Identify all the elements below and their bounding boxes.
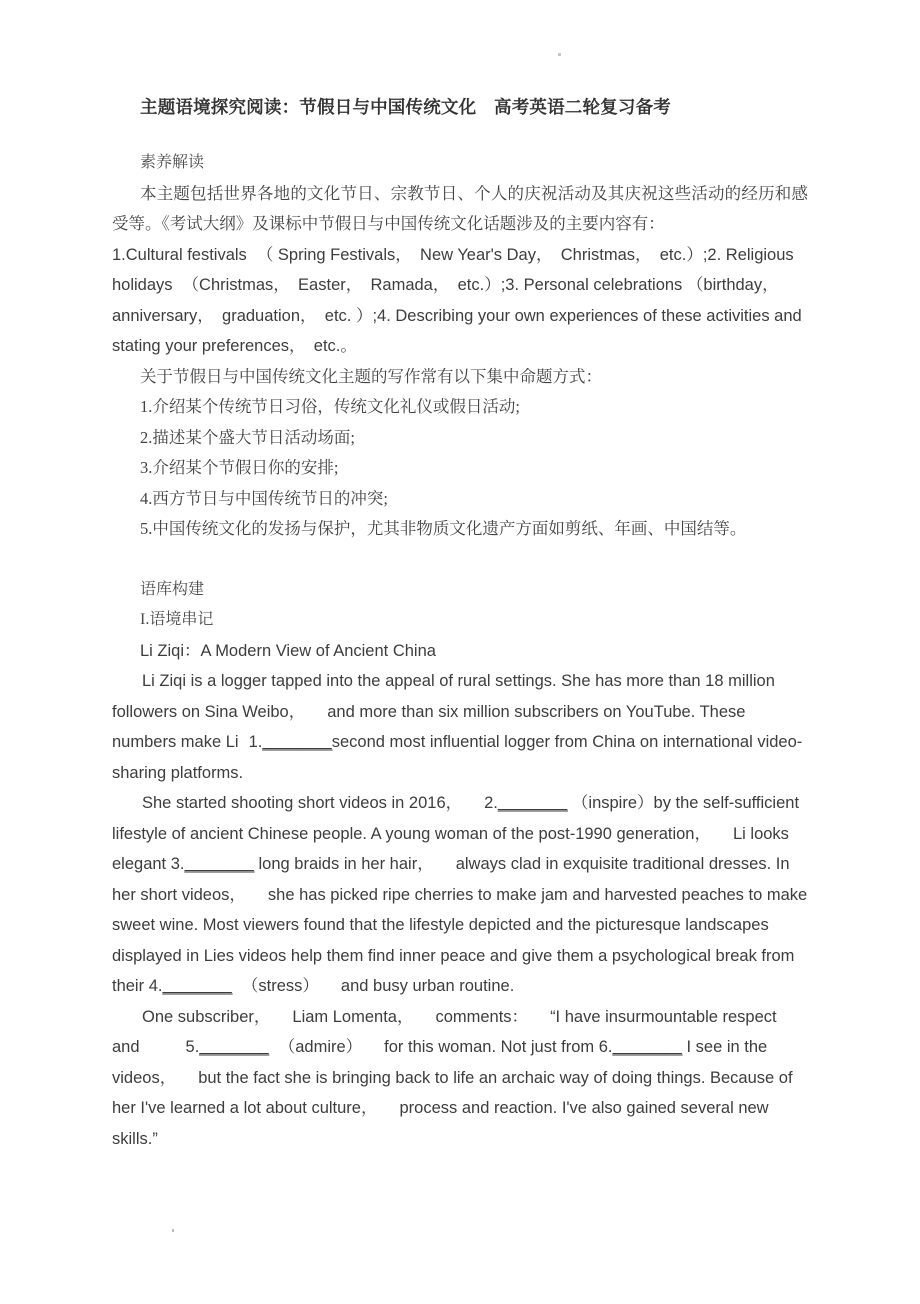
blank-number-6: 6. <box>598 1038 613 1056</box>
subsection-heading-context: I.语境串记 <box>140 611 214 628</box>
paragraph-writing-prompts-intro: 关于节假日与中国传统文化主题的写作常有以下集中命题方式： <box>140 366 602 386</box>
outline-item-1-examples: （ Spring Festivals， New Year's Day， Christmas， etc.）;2. <box>256 245 722 264</box>
p2-text-part-7: （stress） <box>241 977 319 995</box>
p1-text-part-2: and more than six million subscribers on YouTube. These numbers make Li <box>112 702 746 751</box>
p2-text-part-3: Li looks elegant <box>112 824 789 873</box>
blank-field-5[interactable]: ________ <box>199 1038 269 1056</box>
section-heading-corpus: 语库构建 <box>140 580 205 598</box>
p3-text-part-9: process and reaction. I've also gained several new skills.” <box>112 1099 769 1148</box>
p2-text-part-5: always clad in exquisite traditional dresses. In her short videos， <box>112 855 790 904</box>
article-title: Li Ziqi：A Modern View of Ancient China <box>140 641 436 660</box>
p3-text-part-8: but the fact she is bringing back to life an archaic way of doing things. Because of her I've learned a lot about culture， <box>112 1068 793 1117</box>
prompt-list-item-2: 2.描述某个盛大节日活动场面; <box>140 427 355 447</box>
p2-text-part-2: （inspire）by the self-sufficient lifestyle of ancient Chinese people. A young woman of the post-1990 generation， <box>112 794 800 843</box>
prompt-list-item-3: 3.介绍某个节假日你的安排; <box>140 458 339 477</box>
p3-text-part-7: I see in the videos， <box>112 1038 768 1087</box>
p3-text-part-1: One subscriber， <box>142 1007 271 1026</box>
p3-text-part-6: for this woman. Not just from <box>384 1038 595 1056</box>
outline-item-2-examples: （Christmas， Easter， Ramada， etc.）;3. Personal celebrations <box>182 276 683 294</box>
page-artifact-speck-top <box>558 53 561 56</box>
outline-item-1-label: 1.Cultural festivals <box>112 245 247 264</box>
article-paragraph-2 <box>112 788 808 1002</box>
blank-field-6[interactable]: ________ <box>612 1038 682 1056</box>
p3-text-part-2: Liam Lomenta， <box>292 1007 414 1026</box>
article-paragraph-3 <box>112 1002 808 1155</box>
p2-text-part-4: long braids in her hair， <box>258 855 434 873</box>
p3-text-part-5: （admire） <box>278 1038 363 1056</box>
blank-number-5: 5. <box>185 1038 200 1056</box>
section-heading-literacy: 素养解读 <box>140 154 205 171</box>
blank-field-4[interactable]: ________ <box>162 977 232 995</box>
prompt-list-item-4: 4.西方节日与中国传统节日的冲突; <box>140 488 388 508</box>
p3-text-part-4: “I have insurmountable respect and <box>112 1007 777 1056</box>
english-outline-block <box>112 240 808 362</box>
blank-field-3[interactable]: ________ <box>184 855 254 873</box>
p1-text-part-1: Li Ziqi is a logger tapped into the appeal of rural settings. She has more than 18 million followers on Sina Weibo， <box>112 672 775 721</box>
blank-field-2[interactable]: ________ <box>497 794 568 812</box>
blank-field-1[interactable]: ________ <box>262 733 332 751</box>
outline-item-2-label: Religious holidays <box>112 245 794 294</box>
prompt-list-item-5: 5.中国传统文化的发扬与保护，尤其非物质文化遗产方面如剪纸、年画、中国结等。 <box>140 519 747 538</box>
blank-number-4: 4. <box>148 977 163 995</box>
article-paragraph-1 <box>112 666 808 788</box>
p1-text-part-3: second most influential logger from China on international video-sharing platforms. <box>112 733 803 782</box>
blank-number-2: 2. <box>484 794 498 812</box>
blank-number-3: 3. <box>170 855 185 873</box>
title-spacer <box>112 118 808 148</box>
p2-text-part-8: and busy urban routine. <box>340 977 515 995</box>
prompt-list-item-1: 1.介绍某个传统节日习俗，传统文化礼仪或假日活动; <box>140 397 520 416</box>
page-artifact-speck-bottom <box>172 1229 174 1232</box>
blank-number-1: 1. <box>248 733 263 751</box>
page-title: 主题语境探究阅读：节假日与中国传统文化 高考英语二轮复习备考 <box>140 97 671 117</box>
outline-item-4-tail: of these activities and stating your preferences， etc.。 <box>112 306 802 355</box>
p3-text-part-3: comments： <box>435 1007 529 1026</box>
paragraph-theme-overview: 本主题包括世界各地的文化节日、宗教节日、个人的庆祝活动及其庆祝这些活动的经历和感受等。《考试大纲》及课标中节假日与中国传统文化话题涉及的主要内容有： <box>112 183 808 233</box>
outline-item-3-examples: （birthday， anniversary， graduation， etc. ）;4. Describing your own experiences <box>112 276 787 325</box>
p2-text-part-6: she has picked ripe cherries to make jam and harvested peaches to make sweet wine. Most viewers found that the lifestyle depicted and the picturesque landscapes displayed in Lies videos help them find inner peace and give them a psychological break from their <box>112 885 808 995</box>
p2-text-part-1: She started shooting short videos in 2016， <box>142 794 463 812</box>
section-spacer <box>112 545 808 575</box>
